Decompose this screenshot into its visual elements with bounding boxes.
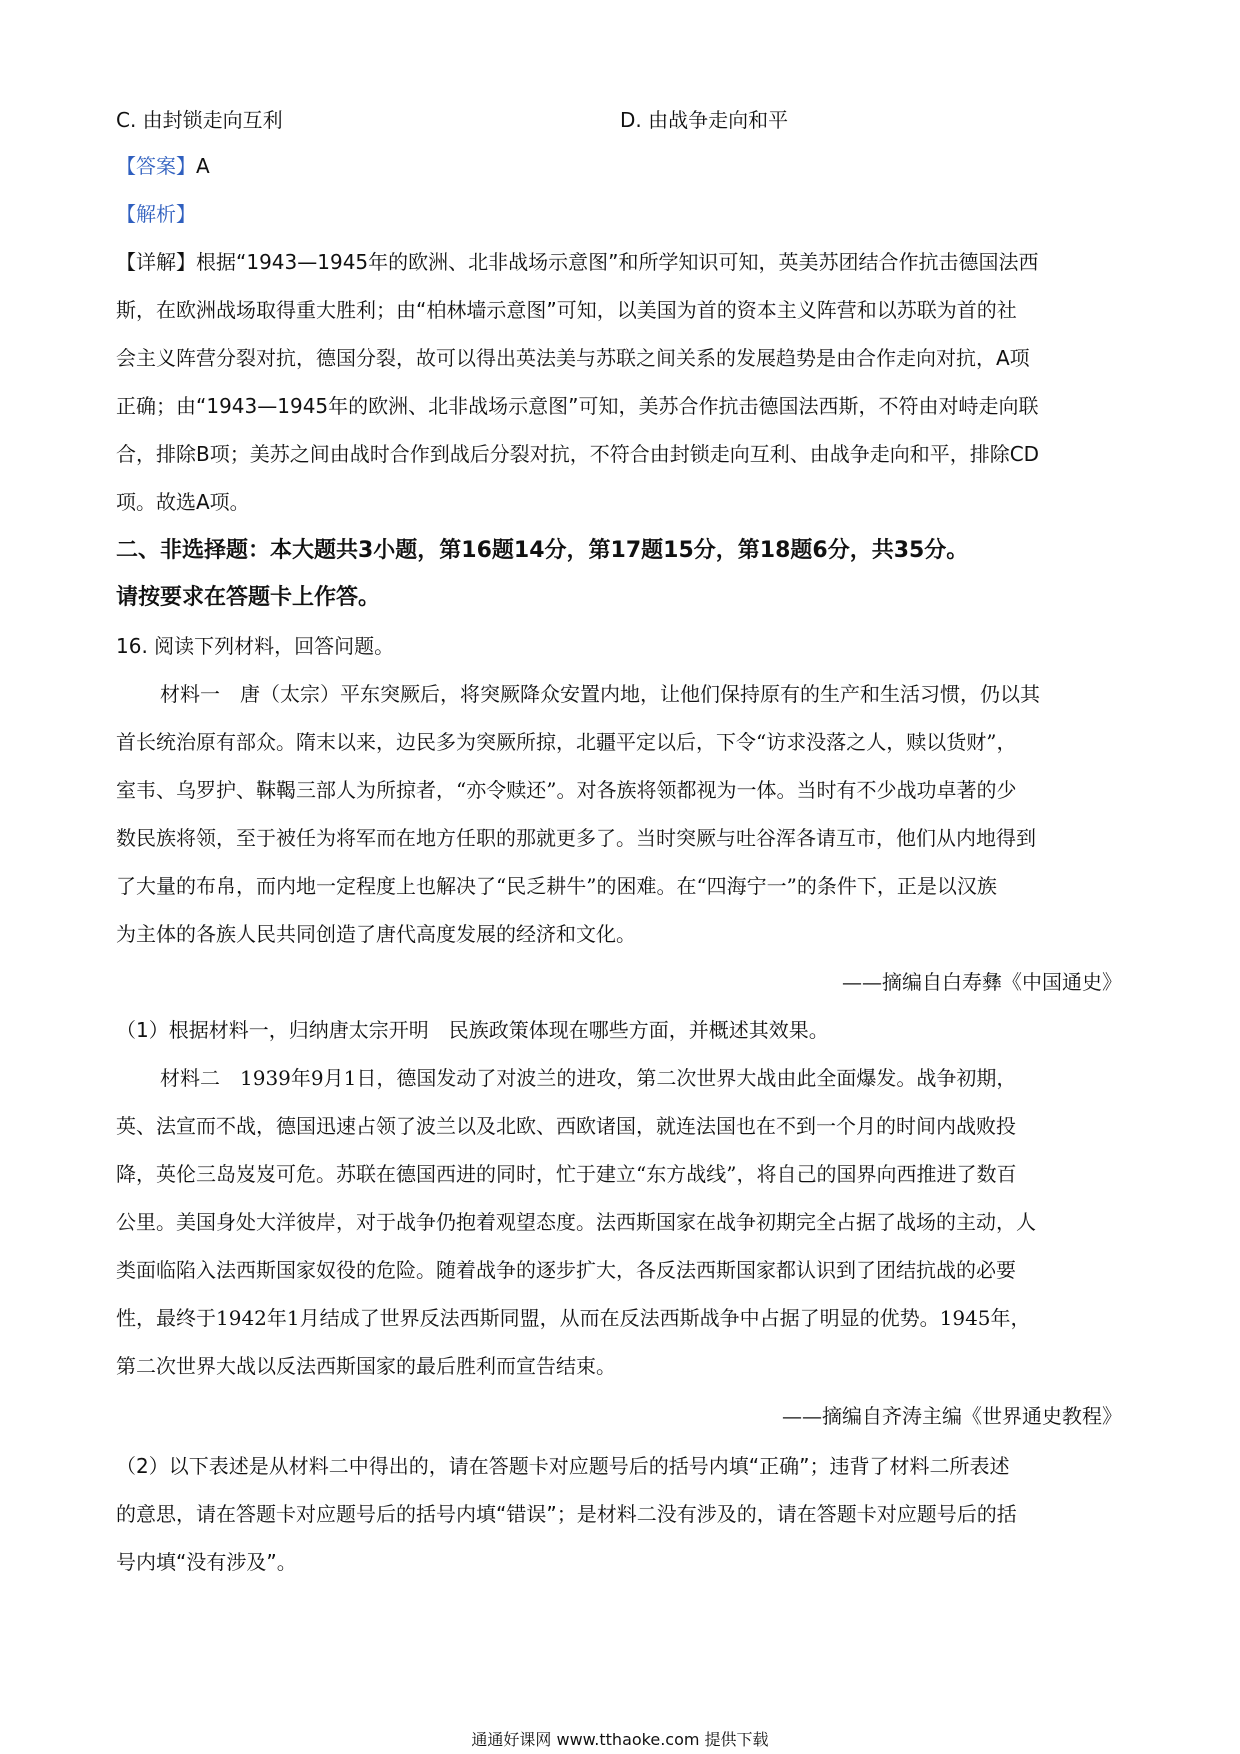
- question-2-line-1: （2）以下表述是从材料二中得出的，请在答题卡对应题号后的括号内填“正确”；违背了材料二所表述: [116, 1454, 1010, 1478]
- material2-source: ——摘编自齐涛主编《世界通史教程》: [782, 1404, 1122, 1428]
- material2-line-7: 第二次世界大战以反法西斯国家的最后胜利而宣告结束。: [116, 1354, 616, 1378]
- material1-line-1: 材料一 唐（太宗）平东突厥后，将突厥降众安置内地，让他们保持原有的生产和生活习惯，仍以其: [160, 682, 1040, 706]
- question-2-line-2: 的意思，请在答题卡对应题号后的括号内填“错误”；是材料二没有涉及的，请在答题卡对应题号后的括: [116, 1502, 1017, 1526]
- option-d: D. 由战争走向和平: [620, 108, 789, 132]
- material2-line-1: 材料二 1939年9月1日，德国发动了对波兰的进攻，第二次世界大战由此全面爆发。战争初期，: [160, 1066, 1017, 1090]
- detail-line-2: 斯，在欧洲战场取得重大胜利；由“柏林墙示意图”可知，以美国为首的资本主义阵营和以苏联为首的社: [116, 298, 1017, 322]
- answer-tag: 【答案】: [116, 154, 196, 178]
- material1-line-2: 首长统治原有部众。隋末以来，边民多为突厥所掠，北疆平定以后，下令“访求没落之人，赎以货财”，: [116, 730, 1017, 754]
- question-16-title: 16. 阅读下列材料，回答问题。: [116, 634, 395, 658]
- detail-line-6: 项。故选A项。: [116, 490, 250, 514]
- material2-line-3: 降，英伦三岛岌岌可危。苏联在德国西进的同时，忙于建立“东方战线”，将自己的国界向西推进了数百: [116, 1162, 1017, 1186]
- detail-tag: 【详解】: [116, 250, 196, 274]
- option-c: C. 由封锁走向互利: [116, 108, 283, 132]
- material2-line-4: 公里。美国身处大洋彼岸，对于战争仍抱着观望态度。法西斯国家在战争初期完全占据了战场的主动，人: [116, 1210, 1036, 1234]
- material1-line-5: 了大量的布帛，而内地一定程度上也解决了“民乏耕牛”的困难。在“四海宁一”的条件下，正是以汉族: [116, 874, 997, 898]
- material2-line-6: 性，最终于1942年1月结成了世界反法西斯同盟，从而在反法西斯战争中占据了明显的优势。1945年，: [116, 1306, 1031, 1330]
- detail-line-5: 合，排除B项；美苏之间由战时合作到战后分裂对抗，不符合由封锁走向互利、由战争走向和平，排除CD: [116, 442, 1040, 466]
- section-heading-1: 二、非选择题：本大题共3小题，第16题14分，第17题15分，第18题6分，共35分。: [116, 538, 969, 563]
- detail-line-4: 正确；由“1943—1945年的欧洲、北非战场示意图”可知，美苏合作抗击德国法西斯，不符由对峙走向联: [116, 394, 1039, 418]
- section-heading-2: 请按要求在答题卡上作答。: [116, 585, 381, 610]
- answer-line: [116, 152, 1132, 180]
- page-footer: 通通好课网 www.tthaoke.com 提供下载: [471, 1730, 769, 1749]
- detail-line-1: [116, 248, 1132, 276]
- detail-text-1: 根据“1943—1945年的欧洲、北非战场示意图”和所学知识可知，英美苏团结合作抗击德国法西: [196, 250, 1039, 274]
- material1-line-6: 为主体的各族人民共同创造了唐代高度发展的经济和文化。: [116, 922, 636, 946]
- analysis-tag: 【解析】: [116, 202, 196, 226]
- material1-line-4: 数民族将领，至于被任为将军而在地方任职的那就更多了。当时突厥与吐谷浑各请互市，他们从内地得到: [116, 826, 1036, 850]
- material2-line-5: 类面临陷入法西斯国家奴役的危险。随着战争的逐步扩大，各反法西斯国家都认识到了团结抗战的必要: [116, 1258, 1016, 1282]
- question-1: （1）根据材料一，归纳唐太宗开明 民族政策体现在哪些方面，并概述其效果。: [116, 1018, 829, 1042]
- material2-line-2: 英、法宣而不战，德国迅速占领了波兰以及北欧、西欧诸国，就连法国也在不到一个月的时间内战败投: [116, 1114, 1016, 1138]
- material1-line-3: 室韦、乌罗护、靺鞨三部人为所掠者，“亦令赎还”。对各族将领都视为一体。当时有不少战功卓著的少: [116, 778, 1017, 802]
- question-2-line-3: 号内填“没有涉及”。: [116, 1550, 297, 1574]
- answer-value: A: [196, 154, 210, 178]
- detail-line-3: 会主义阵营分裂对抗，德国分裂，故可以得出英法美与苏联之间关系的发展趋势是由合作走向对抗，A项: [116, 346, 1030, 370]
- material1-source: ——摘编自白寿彝《中国通史》: [842, 970, 1122, 994]
